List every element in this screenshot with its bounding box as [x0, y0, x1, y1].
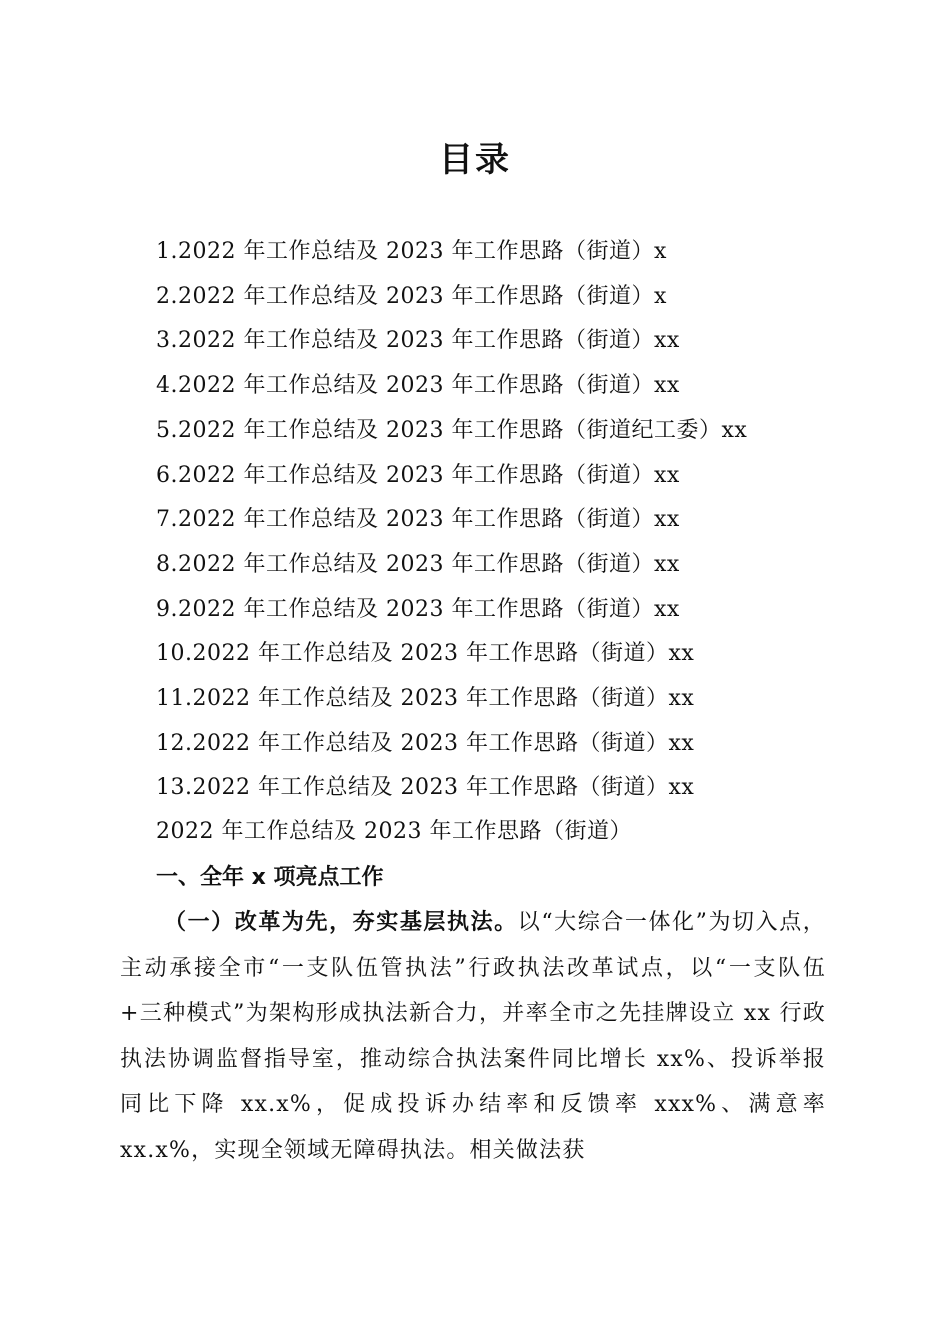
toc-item-8[interactable]: 8.2022 年工作总结及 2023 年工作思路（街道）xx	[156, 551, 680, 577]
toc-item-4[interactable]: 4.2022 年工作总结及 2023 年工作思路（街道）xx	[156, 373, 680, 399]
toc-item-11[interactable]: 11.2022 年工作总结及 2023 年工作思路（街道）xx	[156, 686, 695, 712]
table-of-contents	[156, 230, 747, 811]
article-title: 2022 年工作总结及 2023 年工作思路（街道）	[156, 819, 632, 844]
toc-item-9[interactable]: 9.2022 年工作总结及 2023 年工作思路（街道）xx	[156, 596, 680, 622]
toc-item-10[interactable]: 10.2022 年工作总结及 2023 年工作思路（街道）xx	[156, 641, 695, 667]
paragraph-lead: （一）改革为先，夯实基层执法。	[164, 910, 518, 935]
toc-item-2[interactable]: 2.2022 年工作总结及 2023 年工作思路（街道）x	[156, 283, 667, 309]
toc-item-13[interactable]: 13.2022 年工作总结及 2023 年工作思路（街道）xx	[156, 775, 695, 801]
toc-item-1[interactable]: 1.2022 年工作总结及 2023 年工作思路（街道）x	[156, 239, 667, 264]
toc-item-7[interactable]: 7.2022 年工作总结及 2023 年工作思路（街道）xx	[156, 507, 680, 533]
toc-item-6[interactable]: 6.2022 年工作总结及 2023 年工作思路（街道）xx	[156, 462, 680, 488]
toc-item-12[interactable]: 12.2022 年工作总结及 2023 年工作思路（街道）xx	[156, 730, 695, 756]
section-heading: 一、全年 x 项亮点工作	[156, 865, 384, 890]
toc-item-3[interactable]: 3.2022 年工作总结及 2023 年工作思路（街道）xx	[156, 328, 680, 354]
toc-title: 目录	[439, 140, 511, 180]
toc-item-5[interactable]: 5.2022 年工作总结及 2023 年工作思路（街道纪工委）xx	[156, 417, 748, 443]
body-paragraph	[120, 900, 826, 1174]
paragraph-body: 以“大综合一体化”为切入点，主动承接全市“一支队伍管执法”行政执法改革试点，以“一支队伍+三种模式”为架构形成执法新合力，并率全市之先挂牌设立 xx 行政执法协调监督指导室，推动综合执法案件同比增长 xx%、投诉举报同比下降 xx.x%，促成投诉办结率和反馈率 xxx%、满意率 xx.x%，实现全领域无障碍执法。相关做法获	[120, 910, 826, 1163]
